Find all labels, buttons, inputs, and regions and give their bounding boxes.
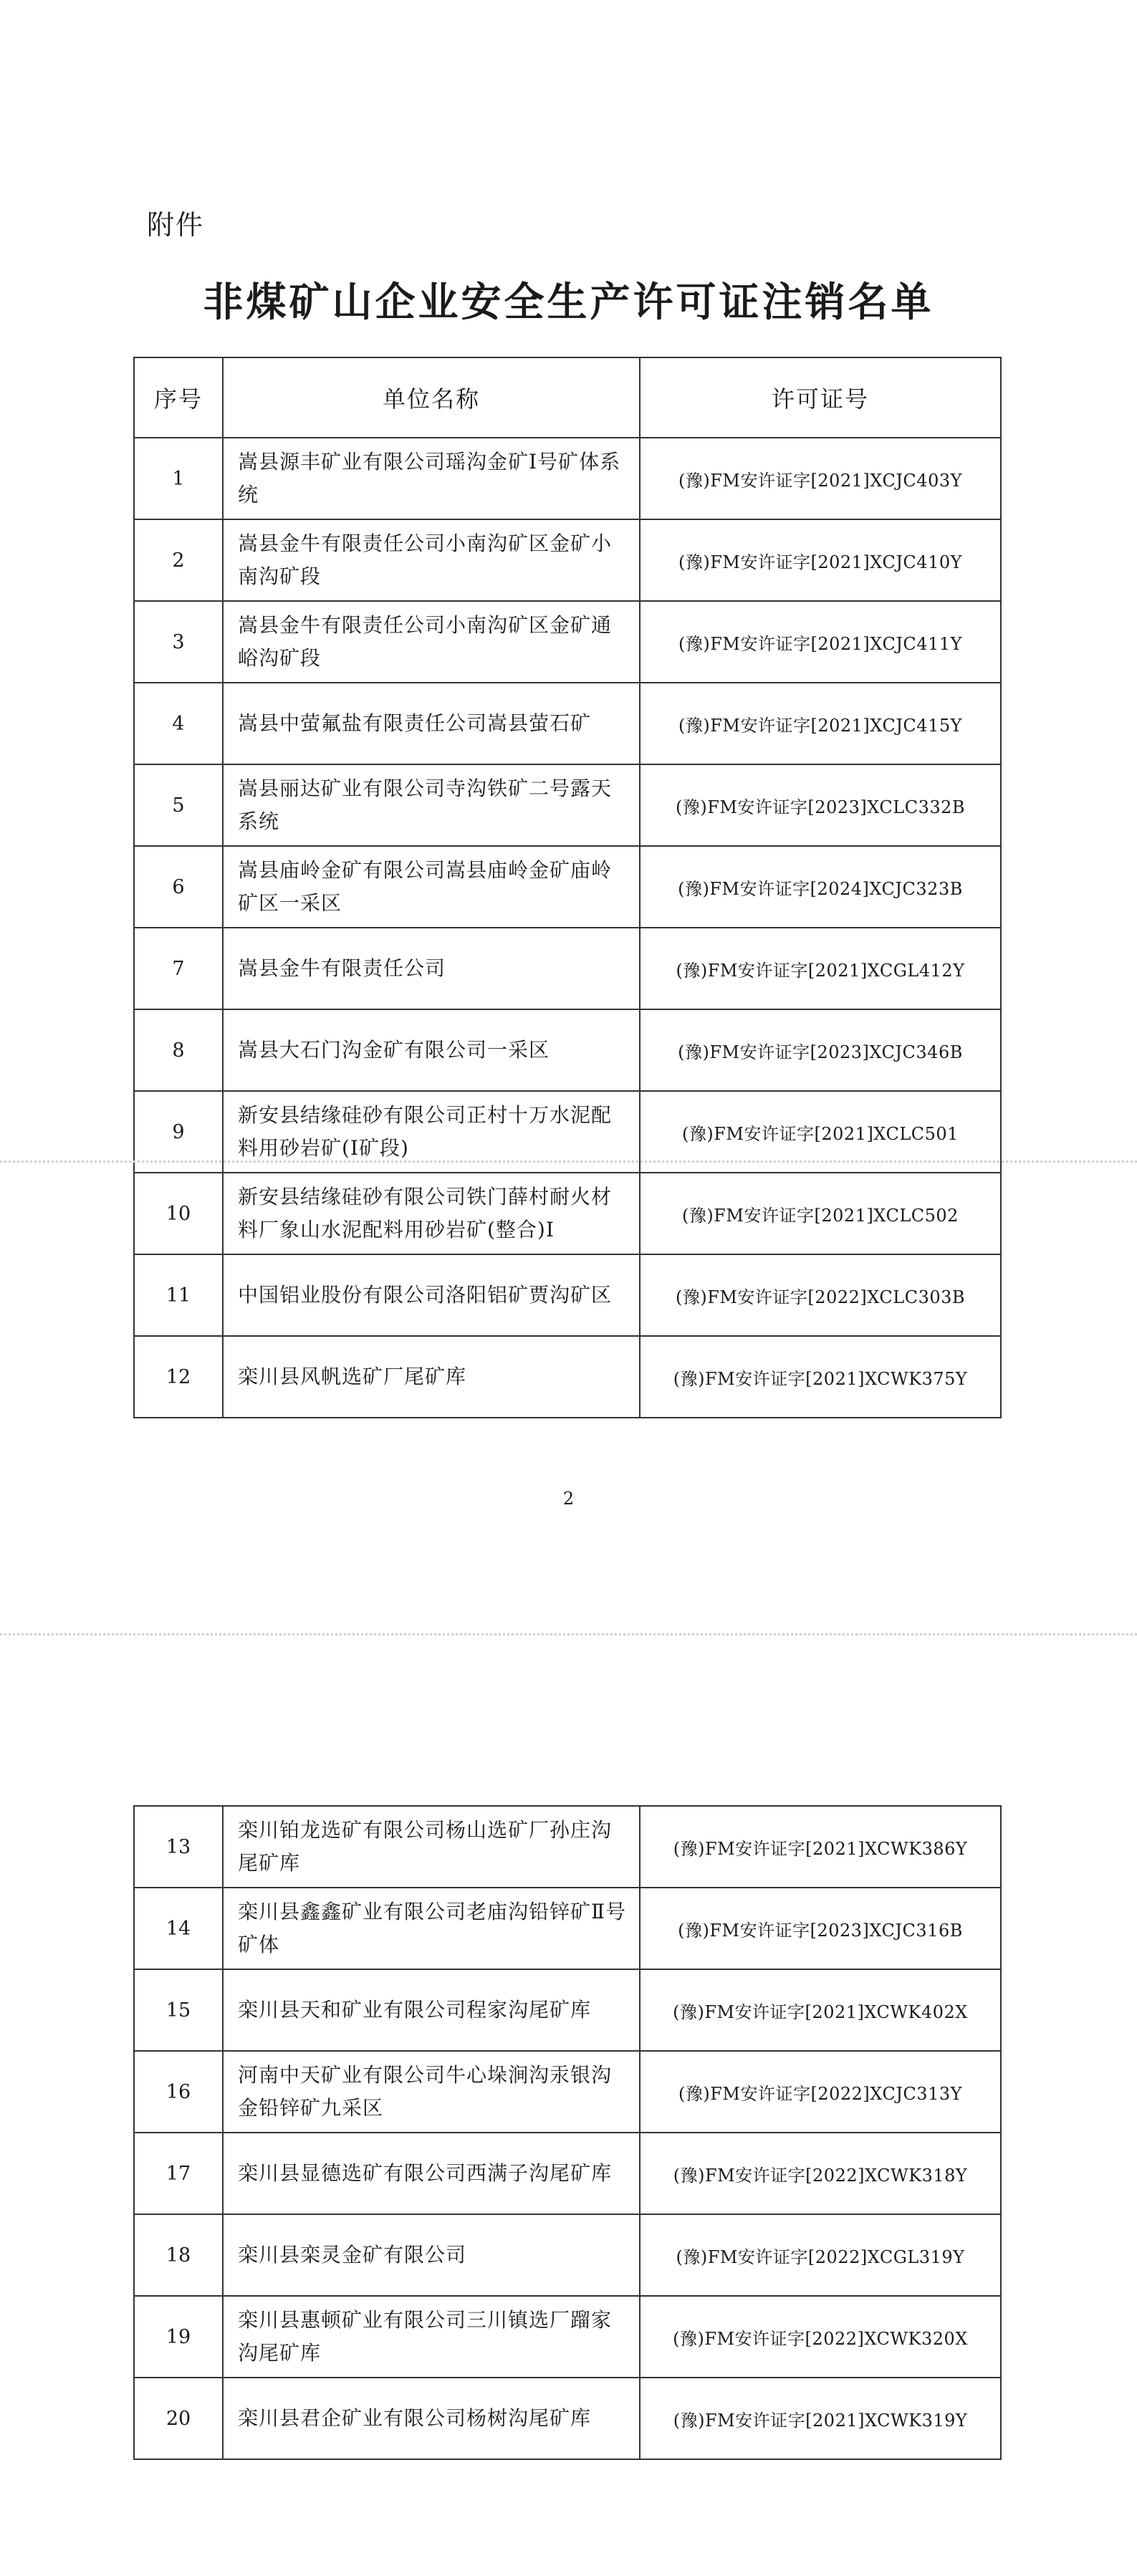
- header-name: 单位名称: [223, 357, 640, 438]
- license-table-page-2: [133, 1805, 1002, 2460]
- company-name: 新安县结缘硅砂有限公司铁门薛村耐火材料厂象山水泥配料用砂岩矿(整合)Ⅰ: [223, 1173, 640, 1254]
- page-edge-dots-bottom: [0, 1633, 1137, 1635]
- company-name: 栾川县风帆选矿厂尾矿库: [223, 1336, 640, 1418]
- company-name: 栾川县天和矿业有限公司程家沟尾矿库: [223, 1969, 640, 2051]
- row-number: 15: [134, 1969, 223, 2051]
- company-name: 栾川县君企矿业有限公司杨树沟尾矿库: [223, 2378, 640, 2459]
- row-number: 17: [134, 2133, 223, 2214]
- row-number: 13: [134, 1806, 223, 1888]
- row-number: 20: [134, 2378, 223, 2459]
- row-number: 6: [134, 846, 223, 928]
- table-row: [134, 2296, 1001, 2378]
- table-row: [134, 601, 1001, 683]
- row-number: 9: [134, 1091, 223, 1173]
- company-name: 栾川铂龙选矿有限公司杨山选矿厂孙庄沟尾矿库: [223, 1806, 640, 1888]
- table-row: [134, 2378, 1001, 2459]
- company-name: 嵩县源丰矿业有限公司瑶沟金矿Ⅰ号矿体系统: [223, 438, 640, 519]
- company-name: 河南中天矿业有限公司牛心垛涧沟汞银沟金铅锌矿九采区: [223, 2051, 640, 2133]
- page-edge-dots-top: [0, 1160, 1137, 1163]
- license-number: (豫)FM安许证字[2023]XCJC346B: [640, 1009, 1001, 1091]
- company-name: 栾川县显德选矿有限公司西满子沟尾矿库: [223, 2133, 640, 2214]
- attachment-label: 附件: [147, 209, 205, 241]
- license-number: (豫)FM安许证字[2021]XCWK402X: [640, 1969, 1001, 2051]
- license-number: (豫)FM安许证字[2022]XCGL319Y: [640, 2214, 1001, 2296]
- table-row: [134, 846, 1001, 928]
- company-name: 栾川县栾灵金矿有限公司: [223, 2214, 640, 2296]
- license-number: (豫)FM安许证字[2023]XCJC316B: [640, 1888, 1001, 1969]
- table-row: [134, 1254, 1001, 1336]
- row-number: 10: [134, 1173, 223, 1254]
- license-number: (豫)FM安许证字[2022]XCWK320X: [640, 2296, 1001, 2378]
- license-number: (豫)FM安许证字[2021]XCWK319Y: [640, 2378, 1001, 2459]
- company-name: 栾川县鑫鑫矿业有限公司老庙沟铅锌矿Ⅱ号矿体: [223, 1888, 640, 1969]
- table-row: [134, 2051, 1001, 2133]
- table-body-page-1: [134, 438, 1001, 1418]
- company-name: 中国铝业股份有限公司洛阳铝矿贾沟矿区: [223, 1254, 640, 1336]
- row-number: 3: [134, 601, 223, 683]
- company-name: 嵩县庙岭金矿有限公司嵩县庙岭金矿庙岭矿区一采区: [223, 846, 640, 928]
- company-name: 栾川县惠顿矿业有限公司三川镇选厂蹓家沟尾矿库: [223, 2296, 640, 2378]
- row-number: 5: [134, 764, 223, 846]
- license-number: (豫)FM安许证字[2021]XCJC410Y: [640, 519, 1001, 601]
- company-name: 嵩县金牛有限责任公司小南沟矿区金矿通峪沟矿段: [223, 601, 640, 683]
- table-row: [134, 1806, 1001, 1888]
- row-number: 11: [134, 1254, 223, 1336]
- row-number: 16: [134, 2051, 223, 2133]
- license-number: (豫)FM安许证字[2022]XCJC313Y: [640, 2051, 1001, 2133]
- table-row: [134, 1173, 1001, 1254]
- license-number: (豫)FM安许证字[2024]XCJC323B: [640, 846, 1001, 928]
- license-number: (豫)FM安许证字[2021]XCJC403Y: [640, 438, 1001, 519]
- row-number: 2: [134, 519, 223, 601]
- company-name: 嵩县丽达矿业有限公司寺沟铁矿二号露天系统: [223, 764, 640, 846]
- table-row: [134, 764, 1001, 846]
- row-number: 14: [134, 1888, 223, 1969]
- header-no: 序号: [134, 357, 223, 438]
- license-number: (豫)FM安许证字[2022]XCWK318Y: [640, 2133, 1001, 2214]
- header-license: 许可证号: [640, 357, 1001, 438]
- table-row: [134, 438, 1001, 519]
- table-row: [134, 2133, 1001, 2214]
- table-row: [134, 1969, 1001, 2051]
- table-row: [134, 1888, 1001, 1969]
- table-row: [134, 928, 1001, 1009]
- table-row: [134, 683, 1001, 764]
- license-number: (豫)FM安许证字[2021]XCJC415Y: [640, 683, 1001, 764]
- row-number: 4: [134, 683, 223, 764]
- company-name: 新安县结缘硅砂有限公司正村十万水泥配料用砂岩矿(Ⅰ矿段): [223, 1091, 640, 1173]
- company-name: 嵩县中萤氟盐有限责任公司嵩县萤石矿: [223, 683, 640, 764]
- row-number: 12: [134, 1336, 223, 1418]
- row-number: 7: [134, 928, 223, 1009]
- table-row: [134, 519, 1001, 601]
- row-number: 19: [134, 2296, 223, 2378]
- license-number: (豫)FM安许证字[2021]XCWK386Y: [640, 1806, 1001, 1888]
- license-number: (豫)FM安许证字[2023]XCLC332B: [640, 764, 1001, 846]
- license-number: (豫)FM安许证字[2021]XCWK375Y: [640, 1336, 1001, 1418]
- license-number: (豫)FM安许证字[2021]XCLC502: [640, 1173, 1001, 1254]
- table-row: [134, 2214, 1001, 2296]
- license-number: (豫)FM安许证字[2021]XCJC411Y: [640, 601, 1001, 683]
- row-number: 18: [134, 2214, 223, 2296]
- table-header-row: [134, 357, 1001, 438]
- license-number: (豫)FM安许证字[2021]XCLC501: [640, 1091, 1001, 1173]
- row-number: 8: [134, 1009, 223, 1091]
- row-number: 1: [134, 438, 223, 519]
- license-number: (豫)FM安许证字[2021]XCGL412Y: [640, 928, 1001, 1009]
- page-number: 2: [562, 1489, 575, 1509]
- company-name: 嵩县金牛有限责任公司: [223, 928, 640, 1009]
- table-row: [134, 1336, 1001, 1418]
- license-number: (豫)FM安许证字[2022]XCLC303B: [640, 1254, 1001, 1336]
- table-body-page-2: [134, 1806, 1001, 2459]
- table-row: [134, 1009, 1001, 1091]
- page-title: 非煤矿山企业安全生产许可证注销名单: [203, 279, 934, 326]
- company-name: 嵩县大石门沟金矿有限公司一采区: [223, 1009, 640, 1091]
- company-name: 嵩县金牛有限责任公司小南沟矿区金矿小南沟矿段: [223, 519, 640, 601]
- license-table-page-1: [133, 357, 1002, 1418]
